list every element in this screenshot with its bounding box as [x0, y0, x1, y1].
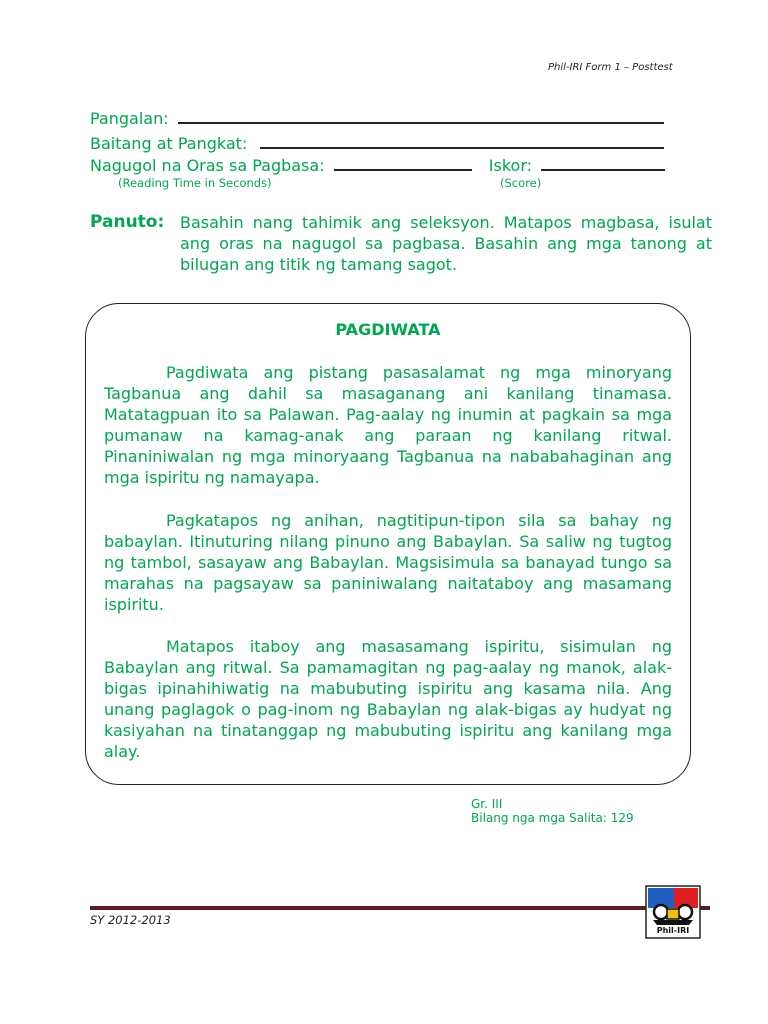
- story-paragraph: Pagdiwata ang pistang pasasalamat ng mga minoryang Tagbanua ang dahil sa masaganang ani kanilang tinamasa. Matatagpuan ito sa Palawan. Pag-aalay ng inumin at pagkain sa mga pumanaw na kamag-anak ang paraan ng kanilang ritwal. Pinaniniwalan ng mga minoryaang Tagbanua na nababahaginan ang mga ispiritu ng namayapa.: [104, 363, 672, 487]
- time-note: (Reading Time in Seconds): [118, 176, 272, 190]
- name-field[interactable]: [178, 108, 664, 124]
- grade-label: Baitang at Pangkat:: [90, 134, 248, 153]
- grade-field[interactable]: [260, 133, 664, 149]
- footer-divider: [90, 906, 710, 910]
- word-count: Bilang nga mga Salita: 129: [471, 811, 634, 825]
- phil-iri-logo: [645, 885, 701, 939]
- time-field[interactable]: [334, 155, 472, 171]
- score-note: (Score): [500, 176, 542, 190]
- score-label: Iskor:: [488, 156, 533, 175]
- story-title: PAGDIWATA: [335, 320, 441, 339]
- grade-level: Gr. III: [471, 797, 503, 811]
- instructions-text: Basahin nang tahimik ang seleksyon. Matapos magbasa, isulat ang oras na nagugol sa pagbasa. Basahin ang mga tanong at bilugan ang titik ng tamang sagot.: [180, 213, 712, 274]
- form-label: Phil-IRI Form 1 – Posttest: [548, 62, 673, 73]
- time-label: Nagugol na Oras sa Pagbasa:: [90, 156, 325, 175]
- school-year: SY 2012-2013: [90, 913, 171, 927]
- grade-line: [90, 133, 664, 153]
- score-field[interactable]: [541, 155, 665, 171]
- story-paragraph: Matapos itaboy ang masasamang ispiritu, sisimulan ng Babaylan ang ritwal. Sa pamamagitan ng pag-aalay ng manok, alak-bigas ipinahihiwatig na mabubuting ispiritu ang kasama nila. Ang unang paglagok o pag-inom ng Babaylan ng alak-bigas ay hudyat ng kasiyahan na tinatanggap ng mabubuting ispiritu ang kanilang mga alay.: [104, 637, 672, 761]
- time-score-line: [90, 155, 665, 175]
- story-paragraph: Pagkatapos ng anihan, nagtitipun-tipon sila sa bahay ng babaylan. Itinuturing nilang pinuno ang Babaylan. Sa saliw ng tugtog ng tambol, sasayaw ang Babaylan. Magsisimula sa banayad tungo sa marahas na pagsayaw sa paniniwalang naitataboy ang masamang ispiritu.: [104, 511, 672, 614]
- logo-text: Phil-IRI: [656, 926, 690, 935]
- name-line: [90, 108, 664, 128]
- name-label: Pangalan:: [90, 109, 169, 128]
- instructions-label: Panuto:: [90, 212, 165, 232]
